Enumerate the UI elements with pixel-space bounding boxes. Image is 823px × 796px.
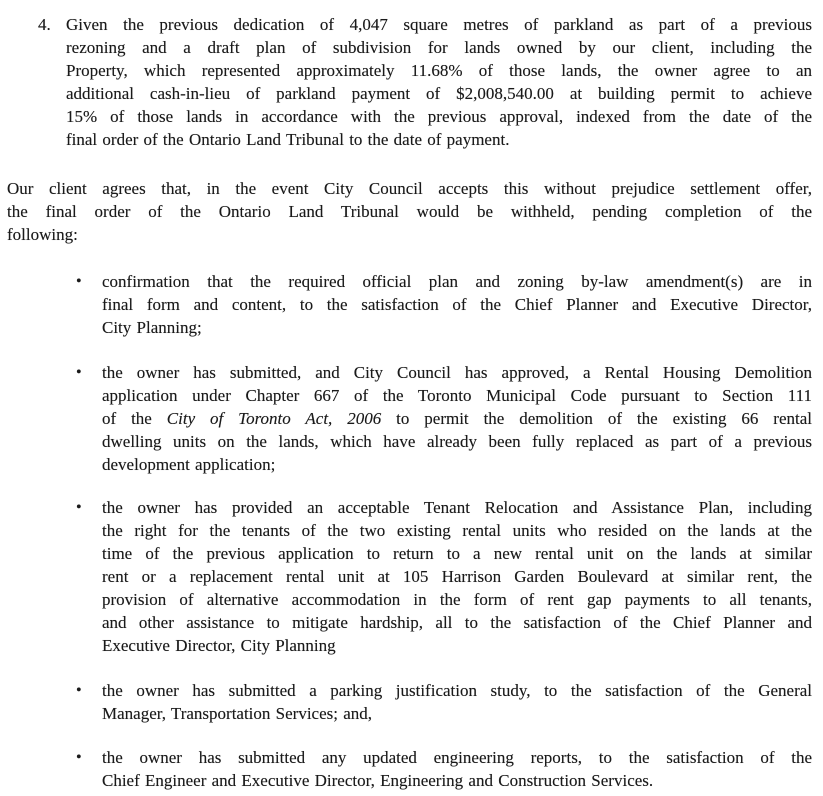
- text-line: 15% of those lands in accordance with the previous approval, indexed from the date of the: [66, 107, 812, 126]
- text-line: final form and content, to the satisfaction of the Chief Planner and Executive Director,: [102, 295, 812, 314]
- text-line: confirmation that the required official plan and zoning by-law amendment(s) are in: [102, 272, 812, 291]
- bullet-marker: •: [76, 364, 82, 381]
- bullet-marker: •: [76, 273, 82, 290]
- text-line: the owner has submitted a parking justification study, to the satisfaction of the General: [102, 681, 812, 700]
- text-line: time of the previous application to return to a new rental unit on the lands at similar: [102, 544, 812, 563]
- text-line: dwelling units on the lands, which have already been fully replaced as part of a previous: [102, 432, 812, 451]
- text-line: application under Chapter 667 of the Toronto Municipal Code pursuant to Section 111: [102, 386, 812, 405]
- text-line: Our client agrees that, in the event City Council accepts this without prejudice settlement offer,: [7, 179, 812, 198]
- text-line: Executive Director, City Planning: [102, 636, 336, 655]
- numbered-paragraph-text: [66, 13, 812, 151]
- bullet-text: [102, 679, 812, 725]
- item-number: 4.: [38, 15, 51, 34]
- bullet-item-1: [7, 270, 812, 339]
- text-line: rezoning and a draft plan of subdivision for lands owned by our client, including the: [66, 38, 812, 57]
- bullet-list: [7, 270, 812, 792]
- bullet-text: [102, 746, 812, 792]
- bullet-item-5: [7, 746, 812, 792]
- text-line: of the City of Toronto Act, 2006 to permit the demolition of the existing 66 rental: [102, 409, 812, 428]
- text-line: following:: [7, 225, 78, 244]
- text-line: provision of alternative accommodation in the form of rent gap payments to all tenants,: [102, 590, 812, 609]
- bullet-text: [102, 361, 812, 476]
- italic-text: City of Toronto Act, 2006: [166, 409, 382, 428]
- bullet-text: [102, 496, 812, 657]
- text-line: final order of the Ontario Land Tribunal to the date of payment.: [66, 130, 510, 149]
- text-line: rent or a replacement rental unit at 105 Harrison Garden Boulevard at similar rent, the: [102, 567, 812, 586]
- text-line: the owner has submitted any updated engineering reports, to the satisfaction of the: [102, 748, 812, 767]
- bullet-marker: •: [76, 682, 82, 699]
- text-line: the right for the tenants of the two existing rental units who resided on the lands at the: [102, 521, 812, 540]
- text-line: the owner has provided an acceptable Tenant Relocation and Assistance Plan, including: [102, 498, 812, 517]
- bullet-marker: •: [76, 499, 82, 516]
- text-line: and other assistance to mitigate hardship, all to the satisfaction of the Chief Planner and: [102, 613, 812, 632]
- text-line: the final order of the Ontario Land Tribunal would be withheld, pending completion of the: [7, 202, 812, 221]
- text-line: Given the previous dedication of 4,047 square metres of parkland as part of a previous: [66, 15, 812, 34]
- text-line: Chief Engineer and Executive Director, Engineering and Construction Services.: [102, 771, 654, 790]
- bullet-text: [102, 270, 812, 339]
- bullet-item-2: [7, 361, 812, 476]
- text-line: development application;: [102, 455, 276, 474]
- intro-paragraph: [7, 177, 812, 246]
- text-line: the owner has submitted, and City Council has approved, a Rental Housing Demolition: [102, 363, 812, 382]
- numbered-paragraph-4: [38, 13, 812, 151]
- bullet-marker: •: [76, 749, 82, 766]
- text-line: City Planning;: [102, 318, 202, 337]
- bullet-item-4: [7, 679, 812, 725]
- text-line: Property, which represented approximately 11.68% of those lands, the owner agree to an: [66, 61, 812, 80]
- bullet-item-3: [7, 496, 812, 657]
- text-line: Manager, Transportation Services; and,: [102, 704, 373, 723]
- text-line: additional cash-in-lieu of parkland payment of $2,008,540.00 at building permit to achieve: [66, 84, 812, 103]
